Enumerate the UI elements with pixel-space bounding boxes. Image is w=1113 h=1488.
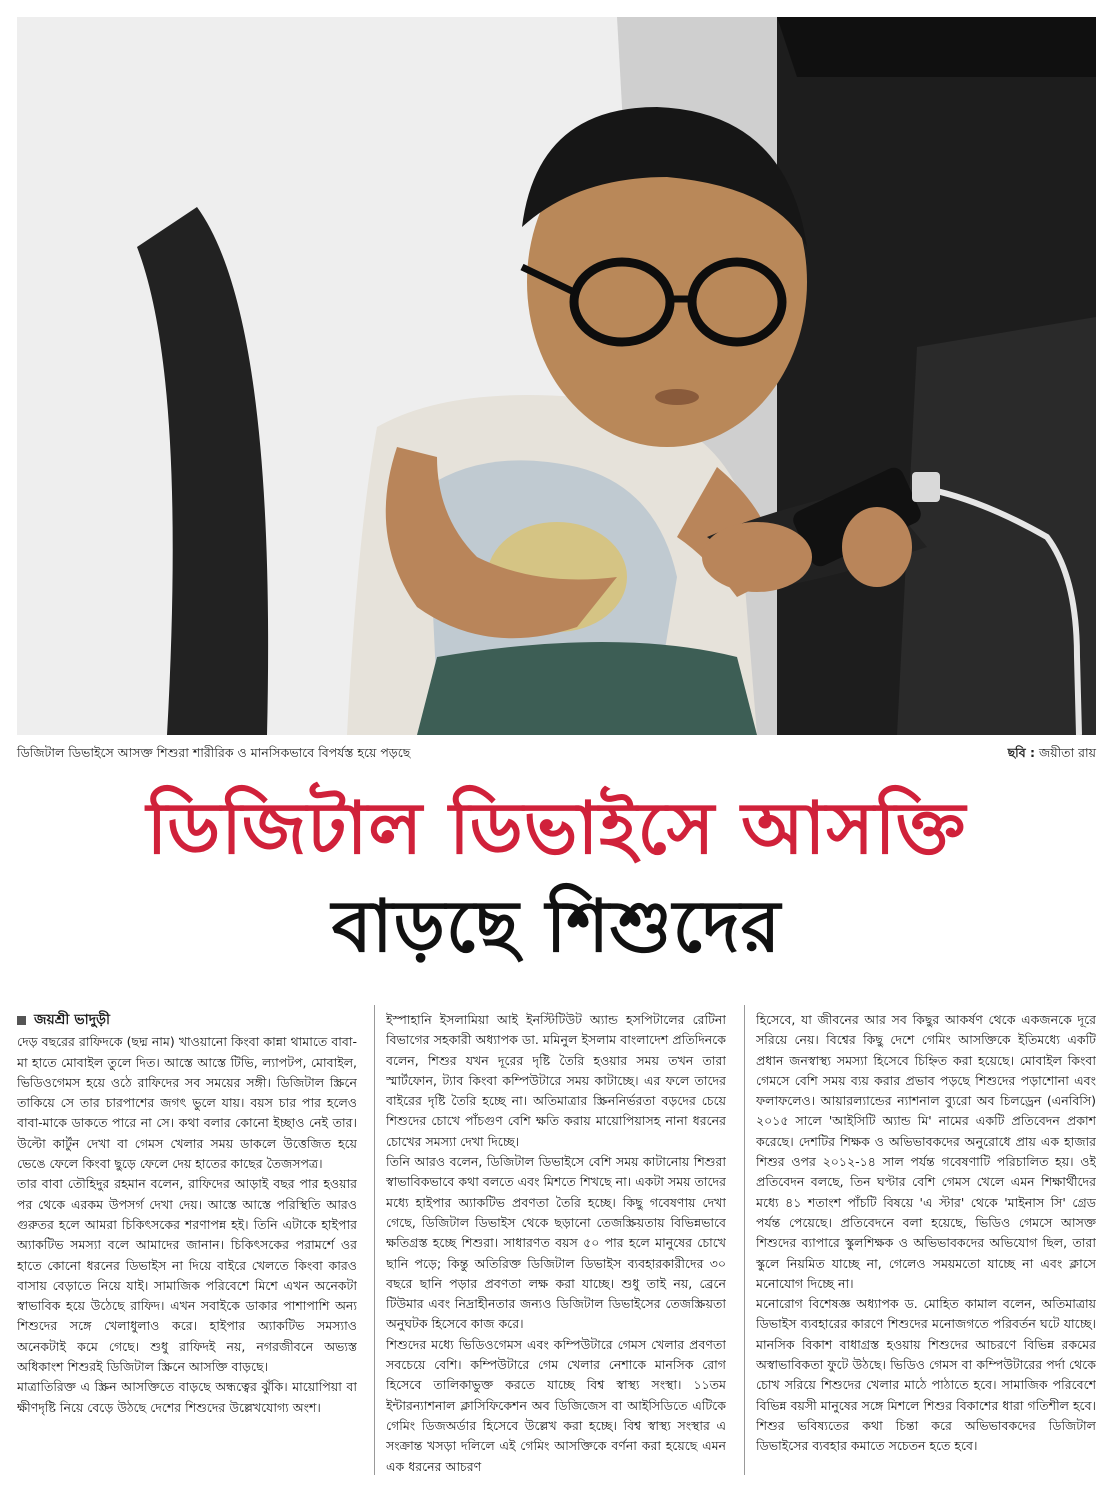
headline-line-1: ডিজিটাল ডিভাইসে আসক্তি (146, 786, 967, 870)
byline (17, 1010, 357, 1030)
article-photo (17, 17, 1096, 735)
article-column-1 (17, 1010, 357, 1475)
column-rule (744, 1005, 745, 1475)
column-rule (374, 1005, 375, 1475)
photo-credit (1008, 745, 1096, 765)
photo-credit-label: ছবি : (1007, 745, 1036, 760)
paragraph: শিশুদের মধ্যে ভিডিওগেমস এবং কম্পিউটারে গেমস খেলার প্রবণতা সবচেয়ে বেশি। কম্পিউটারে গেম খেলার নেশাকে মানসিক রোগ হিসেবে তালিকাভুক্ত করতে যাচ্ছে বিশ্ব স্বাস্থ্য সংস্থা। ১১তম ইন্টারন্যাশনাল ক্লাসিফিকেশন অব ডিজিজেস বা আইসিডিতে এটিকে গেমিং ডিজঅর্ডার হিসেবে উল্লেখ করা হচ্ছে। বিশ্ব স্বাস্থ্য সংস্থার এ সংক্রান্ত খসড়া দলিলে এই গেমিং আসক্তিকে বর্ণনা করা হয়েছে এমন এক ধরনের আচরণ (386, 1336, 726, 1474)
child-with-phone-illustration (17, 17, 1096, 735)
paragraph: মাত্রাতিরিক্ত এ স্ক্রিন আসক্তিতে বাড়ছে অন্ধত্বের ঝুঁকি। মায়োপিয়া বা ক্ষীণদৃষ্টি নিয়ে বেড়ে উঠছে দেশের শিশুদের উল্লেখযোগ্য অংশ। (17, 1379, 357, 1415)
paragraph: তিনি আরও বলেন, ডিজিটাল ডিভাইসে বেশি সময় কাটানোয় শিশুরা স্বাভাবিকভাবে কথা বলতে এবং মিশতে শিখছে না। একটা সময় তাদের মধ্যে হাইপার অ্যাকটিভ প্রবণতা তৈরি হচ্ছে। কিছু গবেষণায় দেখা গেছে, ডিজিটাল ডিভাইস থেকে ছড়ানো তেজস্ক্রিয়তায় বিভিন্নভাবে ক্ষতিগ্রস্ত হচ্ছে শিশুরা। সাধারণত বয়স ৫০ পার হলে মানুষের চোখে ছানি পড়ে; কিন্তু অতিরিক্ত ডিজিটাল ডিভাইস ব্যবহারকারীদের ৩০ বছরে ছানি পড়ার প্রবণতা লক্ষ করা যাচ্ছে। শুধু তাই নয়, ব্রেনে টিউমার এবং নিদ্রাহীনতার জন্যও ডিজিটাল ডিভাইসের তেজস্ক্রিয়তা অনুঘটক হিসেবে কাজ করে। (386, 1154, 726, 1332)
headline-line-2: বাড়ছে শিশুদের (331, 884, 782, 968)
paragraph: হিসেবে, যা জীবনের আর সব কিছুর আকর্ষণ থেকে একজনকে দূরে সরিয়ে নেয়। বিশ্বের কিছু দেশে গেমিং আসক্তিকে ইতিমধ্যে একটি প্রধান জনস্বাস্থ্য সমস্যা হিসেবে চিহ্নিত করা হয়েছে। মোবাইল কিংবা গেমসে বেশি সময় ব্যয় করার প্রভাব পড়ছে শিশুদের পড়াশোনা এবং ফলাফলেও। আয়ারল্যান্ডের ন্যাশনাল ব্যুরো অব চিলড্রেন (এনবিসি) ২০১৫ সালে 'আইসিটি অ্যান্ড মি' নামের একটি প্রতিবেদন প্রকাশ করেছে। দেশটির শিক্ষক ও অভিভাবকদের অনুরোধে প্রায় এক হাজার শিশুর ওপর ২০১২-১৪ সাল পর্যন্ত গবেষণাটি পরিচালিত হয়। ওই প্রতিবেদন বলছে, তিন ঘণ্টার বেশি গেমস খেলে এমন শিক্ষার্থীদের মধ্যে ৪১ শতাংশ পাঁচটি বিষয়ে 'এ স্টার' থেকে 'মাইনাস সি' গ্রেড পর্যন্ত পেয়েছে। প্রতিবেদনে বলা হয়েছে, ভিডিও গেমসে আসক্ত শিশুদের ব্যাপারে স্কুলশিক্ষক ও অভিভাবকদের অভিযোগ ছিল, তারা স্কুলে নিয়মিত যাচ্ছে না, গেলেও সময়মতো যাচ্ছে না এবং ক্লাসে মনোযোগ দিচ্ছে না। (756, 1012, 1096, 1291)
photo-caption: ডিজিটাল ডিভাইসে আসক্ত শিশুরা শারীরিক ও মানসিকভাবে বিপর্যস্ত হয়ে পড়ছে (17, 745, 411, 760)
paragraph: ইস্পাহানি ইসলামিয়া আই ইনস্টিটিউট অ্যান্ড হসপিটালের রেটিনা বিভাগের সহকারী অধ্যাপক ডা. মমিনুল ইসলাম বাংলাদেশ প্রতিদিনকে বলেন, শিশুর যখন দূরের দৃষ্টি তৈরি হওয়ার সময় তখন তারা স্মার্টফোন, ট্যাব কিংবা কম্পিউটারে সময় কাটাচ্ছে। এর ফলে তাদের বাইরের দৃষ্টি তৈরি হচ্ছে না। অতিমাত্রার স্ক্রিননির্ভরতা বড়দের চেয়ে শিশুদের চোখে পাঁচগুণ বেশি ক্ষতি করায় মায়োপিয়াসহ নানা ধরনের চোখের সমস্যা দেখা দিচ্ছে। (386, 1012, 726, 1149)
photo-credit-name: জয়ীতা রায় (1039, 745, 1096, 760)
byline-author: জয়শ্রী ভাদুড়ী (34, 1012, 111, 1028)
article-column-2 (386, 1010, 726, 1475)
paragraph: তার বাবা তৌহিদুর রহমান বলেন, রাফিদের আড়াই বছর পার হওয়ার পর থেকে এরকম উপসর্গ দেখা দেয়। আস্তে আস্তে পরিস্থিতি আরও গুরুতর হলে আমরা চিকিৎসকের শরণাপন্ন হই। তিনি এটাকে হাইপার অ্যাকটিভ সমস্যা বলে আমাদের জানান। চিকিৎসকের পরামর্শে ওর হাতে কোনো ধরনের ডিভাইস না দিয়ে বাইরে খেলতে কিংবা কারও বাসায় বেড়াতে নিয়ে যাই। সামাজিক পরিবেশে মিশে এখন অনেকটা স্বাভাবিক হয়ে উঠেছে রাফিদ। এখন সবাইকে ডাকার পাশাপাশি অন্য শিশুদের সঙ্গে খেলাধুলাও করে। হাইপার অ্যাকটিভ সমস্যাও অনেকটাই কমে গেছে। শুধু রাফিদই নয়, নগরজীবনে অভ্যস্ত অধিকাংশ শিশুরই ডিজিটাল স্ক্রিনে আসক্তি বাড়ছে। (17, 1176, 357, 1375)
article-column-3 (756, 1010, 1096, 1475)
paragraph: দেড় বছরের রাফিদকে (ছদ্ম নাম) খাওয়ানো কিংবা কান্না থামাতে বাবা-মা হাতে মোবাইল তুলে দিত। আস্তে আস্তে টিভি, ল্যাপটপ, মোবাইল, ভিডিওগেমস হয়ে ওঠে রাফিদের সব সময়ের সঙ্গী। ডিজিটাল স্ক্রিনে তাকিয়ে সে তার চারপাশের জগৎ ভুলে যায়। বয়স চার পার হলেও বাবা-মাকে ডাকতে পারে না সে। কথা বলার কোনো ইচ্ছাও নেই তার। উল্টো কার্টুন দেখা বা গেমস খেলার সময় ডাকলে উত্তেজিত হয়ে ভেঙে ফেলে কিংবা ছুড়ে ফেলে দেয় হাতের কাছের তৈজসপত্র। (17, 1034, 357, 1172)
byline-square-icon (17, 1016, 26, 1025)
paragraph: মনোরোগ বিশেষজ্ঞ অধ্যাপক ড. মোহিত কামাল বলেন, অতিমাত্রায় ডিভাইস ব্যবহারের কারণে শিশুদের মনোজগতে পরিবর্তন ঘটে যাচ্ছে। মানসিক বিকাশ বাধাগ্রস্ত হওয়ায় শিশুদের আচরণে বিভিন্ন রকমের অস্বাভাবিকতা ফুটে উঠছে। ভিডিও গেমস বা কম্পিউটারের পর্দা থেকে চোখ সরিয়ে শিশুদের খেলার মাঠে পাঠাতে হবে। সামাজিক পরিবেশে বিভিন্ন বয়সী মানুষের সঙ্গে মিশলে শিশুর বিকাশের ধারা গতিশীল হবে। শিশুর ভবিষ্যতের কথা চিন্তা করে অভিভাবকদের ডিজিটাল ডিভাইসের ব্যবহার কমাতে সচেতন হতে হবে। (756, 1296, 1096, 1454)
